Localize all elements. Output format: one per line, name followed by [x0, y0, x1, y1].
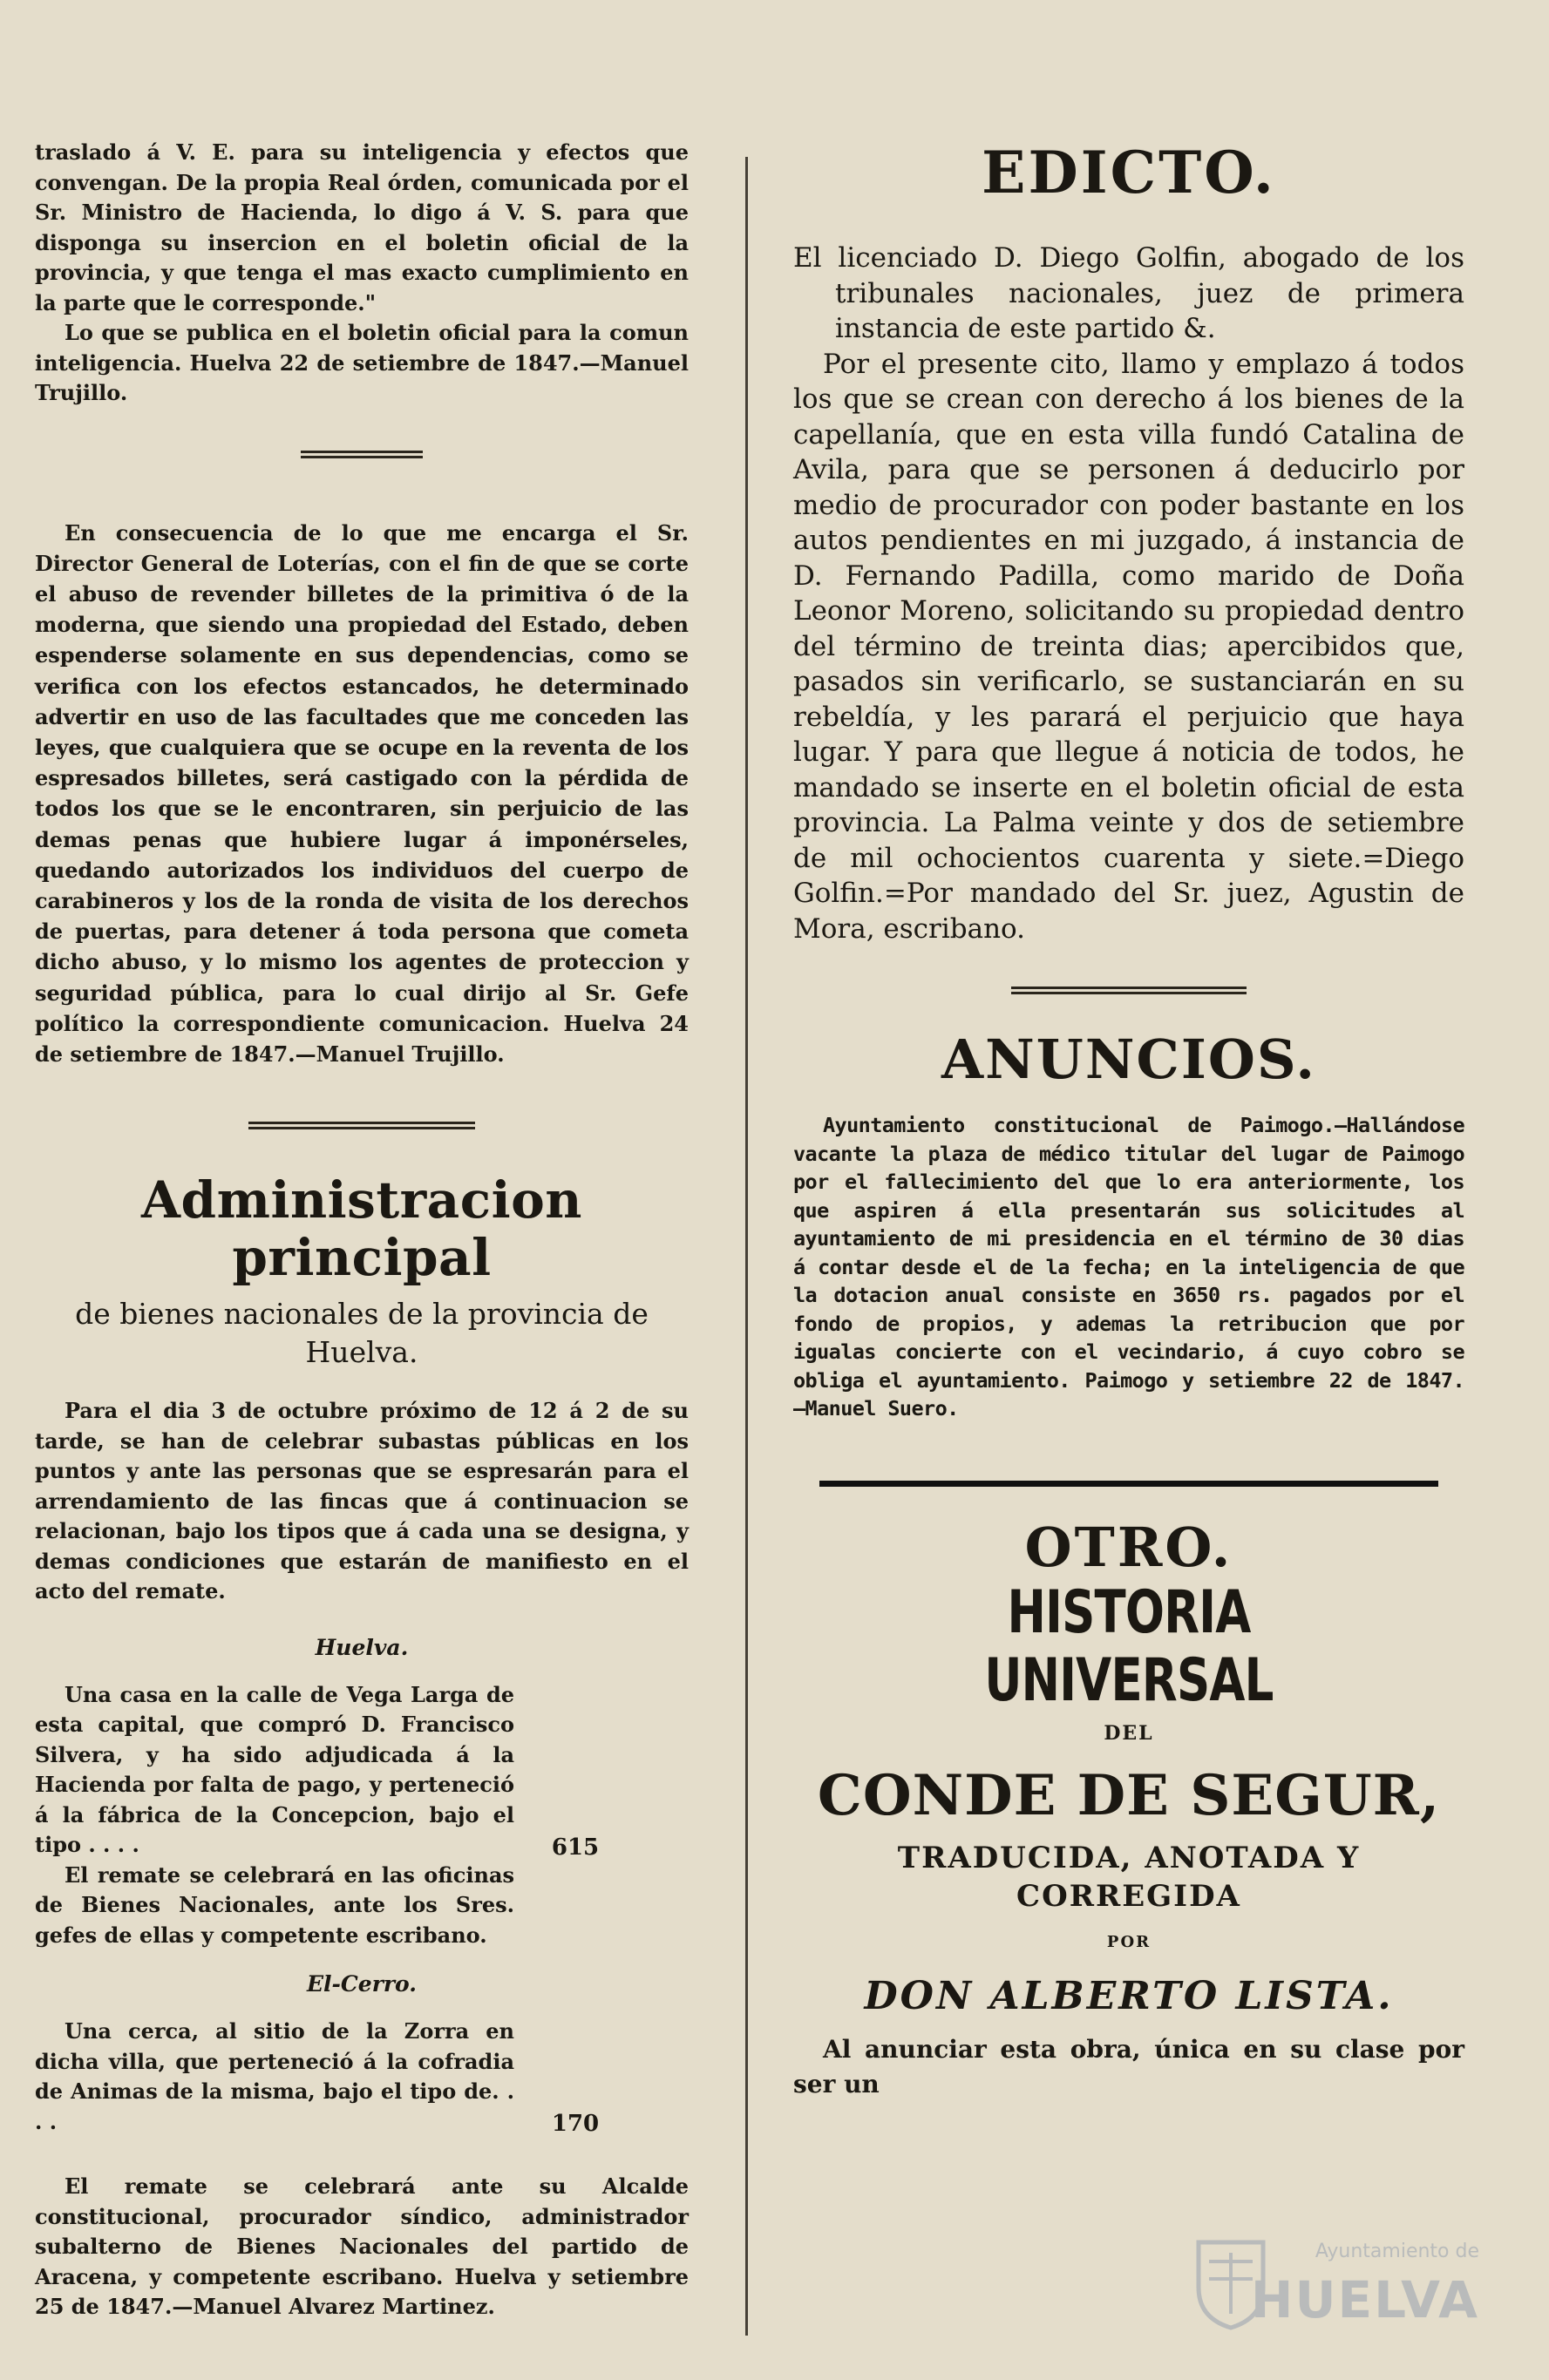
right-column [793, 138, 1464, 2102]
por-label: POR [1106, 1932, 1152, 1951]
item-description: Una cerca, al sitio de la Zorra en dicha villa, que perteneció á la cofradia de Animas de la misma, bajo el tipo de. . . . [35, 2018, 514, 2134]
anuncio-obra-line: Al anunciar esta obra, única en su clase por ser un [793, 2034, 1464, 2099]
left-column [35, 138, 689, 2322]
edicto-body: Por el presente cito, llamo y emplazo á todos los que se crean con derecho á los bienes de la capellanía, que en esta villa fundó Catalina de Avila, para que se personen á deducirlo por medio de procurador con poder bastante en los autos pendientes en mi juzgado, á instancia de D. Fernando Padilla, como marido de Doña Leonor Moreno, solicitando su propiedad dentro del término de treinta dias; apercibidos que, pasados sin verificarlo, se sustanciarán en su rebeldía, y les parará el perjuicio que haya lugar. Y para que llegue á noticia de todos, he mandado se inserte en el boletin oficial de esta provincia. La Palma veinte y dos de setiembre de mil ochocientos cuarenta y siete.=Diego Golfin.=Por mandado del Sr. juez, Agustin de Mora, escribano. [793, 348, 1464, 945]
separator-rule [1011, 987, 1247, 994]
place-heading-el-cerro: El-Cerro. [306, 1971, 417, 1997]
column-divider [745, 157, 748, 2336]
separator-thick-rule [819, 1481, 1438, 1487]
separator-rule [248, 1122, 475, 1129]
historia-universal-heading: HISTORIA UNIVERSAL [984, 1577, 1274, 1715]
paragraph-remate: El remate se celebrará ante su Alcalde constitucional, procurador síndico, administrador subalterno de Bienes Nacionales del partido de Aracena, y competente escribano. Huelva y setiembre 25 de 1847.—Manuel Alvarez Martinez. [35, 2173, 689, 2320]
watermark-big-text: HUELVA [1250, 2270, 1479, 2329]
otro-heading: OTRO. [1024, 1515, 1233, 1579]
paragraph-traslado: traslado á V. E. para su inteligencia y efectos que convengan. De la propia Real órden, comunicada por el Sr. Ministro de Hacienda, lo digo á V. S. para que disponga su insercion en el boletin oficial de la provincia, y que tenga el mas exacto cumplimiento en la parte que le corresponde." [35, 139, 689, 315]
edicto-intro: El licenciado D. Diego Golfin, abogado de los tribunales nacionales, juez de primera instancia de este partido &. [793, 242, 1464, 344]
paragraph-publica-1: Lo que se publica en el boletin oficial para la comun inteligencia. Huelva 22 de setiembre de 1847.—Manuel Trujillo. [35, 320, 689, 405]
admin-subtitle: de bienes nacionales de la provincia de Huelva. [75, 1297, 649, 1370]
anuncio-paimogo: Ayuntamiento constitucional de Paimogo.—Hallándose vacante la plaza de médico titular del lugar de Paimogo por el fallecimiento del que lo era anteriormente, los que aspiren á ella presentarán sus solicitudes al ayuntamiento de mi presidencia en el término de 30 dias á contar desde el de la fecha; en la inteligencia de que la dotacion anual consiste en 3650 rs. pagados por el fondo de propios, y ademas la retribucion que por igualas concierte con el vecindario, á cuyo cobro se obliga el ayuntamiento. Paimogo y setiembre 22 de 1847. —Manuel Suero. [793, 1113, 1464, 1421]
anuncios-heading: ANUNCIOS. [941, 1027, 1317, 1091]
separator-rule [301, 451, 423, 458]
paragraph-loterias: En consecuencia de lo que me encarga el Sr. Director General de Loterías, con el fin de que se corte el abuso de revender billetes de la primitiva ó de la moderna, que siendo una propiedad del Estado, deben espenderse solamente en sus dependencias, como se verifica con los efectos estancados, he determinado advertir en uso de las facultades que me conceden las leyes, que cualquiera que se ocupe en la reventa de los espresados billetes, será castigado con la pérdida de todos los que se le encontraren, sin perjuicio de las demas penas que hubiere lugar á imponérseles, quedando autorizados los individuos del cuerpo de carabineros y los de la ronda de visita de los derechos de puertas, para detener á toda persona que cometa dicho abuso, y lo mismo los agentes de proteccion y seguridad pública, para lo cual dirijo al Sr. Gefe político la correspondiente comunicacion. Huelva 24 de setiembre de 1847.—Manuel Trujillo. [35, 519, 689, 1067]
item-amount: 615 [551, 1834, 600, 1861]
paragraph-subastas: Para el dia 3 de octubre próximo de 12 á 2 de su tarde, se han de celebrar subastas públicas en los puntos y ante las personas que se espresarán para el arrendamiento de las fincas que á continuacion se relacionan, bajo los tipos que á cada una se designa, y demas condiciones que estarán de manifiesto en el acto del remate. [35, 1398, 689, 1604]
traducida-label: TRADUCIDA, ANOTADA Y CORREGIDA [897, 1840, 1361, 1914]
place-heading-huelva: Huelva. [315, 1634, 409, 1660]
admin-title: Administracion principal [141, 1170, 582, 1288]
auction-item [35, 1680, 689, 1861]
edicto-heading: EDICTO. [982, 139, 1276, 207]
item-description: Una casa en la calle de Vega Larga de esta capital, que compró D. Francisco Silvera, y ha sido adjudicada á la Hacienda por falta de pago, y perteneció á la fábrica de la Concepcion, bajo el tipo . . . . [35, 1681, 514, 1858]
del-label: DEL [1104, 1721, 1154, 1745]
author-name: DON ALBERTO LISTA. [864, 1973, 1394, 2018]
conde-de-segur-heading: CONDE DE SEGUR, [817, 1762, 1441, 1828]
auction-item [35, 2017, 689, 2137]
item-note: El remate se celebrará en las oficinas de Bienes Nacionales, ante los Sres. gefes de ellas y competente escribano. [35, 1861, 514, 1948]
ayuntamiento-watermark [1192, 2225, 1479, 2347]
watermark-small-text: Ayuntamiento de [1315, 2241, 1479, 2262]
item-amount: 170 [551, 2111, 600, 2138]
